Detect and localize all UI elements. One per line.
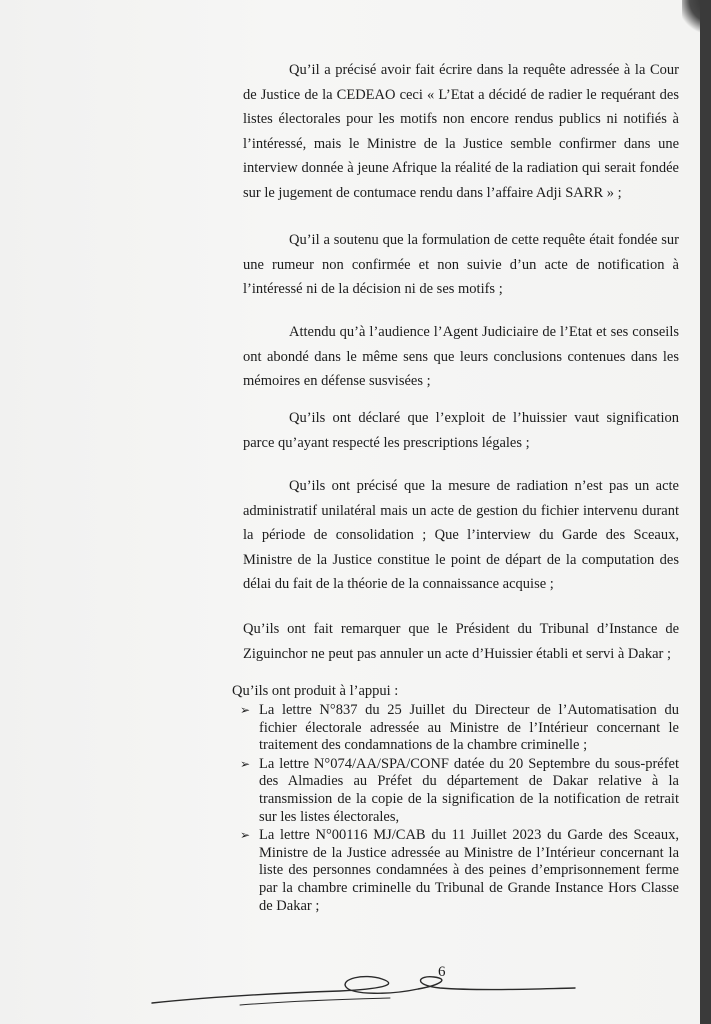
arrow-bullet-icon: ➢ [240,828,251,843]
signature-underline [240,998,390,1005]
paragraph-rumor [243,228,679,302]
paragraph-audience [243,320,679,394]
paragraph-text: Qu’ils ont précisé que la mesure de radiation n’est pas un acte administratif unilatéral mais un acte de gestion du fichier intervenu durant la période de consolidation ; Que l’interview du Garde des Sceaux, Ministre de la Justice constitue le point de départ de la computation des délai du fait de la théorie de la connaissance acquise ; [243,478,679,592]
evidence-list [240,702,679,916]
list-item-text: La lettre N°00116 MJ/CAB du 11 Juillet 2023 du Garde des Sceaux, Ministre de la Justice adressée au Ministre de l’Intérieur concernant la liste des personnes condamnées à des peines d’emprisonnement ferme par la chambre criminelle du Tribunal de Grande Instance Hors Classe de Dakar ; [259,827,679,914]
list-item [240,827,679,915]
paragraph-produced [232,679,668,704]
list-item-text: La lettre N°074/AA/SPA/CONF datée du 20 Septembre du sous-préfet des Almadies au Préfet du département de Dakar relative à la transmission de la copie de la signification de la notification de retrait sur les listes électorales, [259,755,679,825]
paragraph-text: Qu’ils ont fait remarquer que le Président du Tribunal d’Instance de Ziguinchor ne peut pas annuler un acte d’Huissier établi et servi à Dakar ; [243,621,679,662]
paragraph-text: Qu’il a soutenu que la formulation de cette requête était fondée sur une rumeur non confirmée et non suivie d’un acte de notification à l’intéressé ni de la décision ni de ses motifs ; [243,232,679,297]
list-item [240,702,679,755]
list-item [240,755,679,826]
paragraph-huissier [243,406,679,455]
signature-icon [150,955,580,1015]
arrow-bullet-icon: ➢ [240,756,251,771]
page-number: 6 [438,964,446,980]
paragraph-cedeao-request [243,58,679,205]
paragraph-text: Qu’ils ont produit à l’appui : [232,683,399,699]
page-corner-shadow [682,0,700,40]
paragraph-president [243,617,679,666]
paragraph-text: Qu’ils ont déclaré que l’exploit de l’huissier vaut signification parce qu’ayant respecté les prescriptions légales ; [243,410,679,451]
paragraph-text: Attendu qu’à l’audience l’Agent Judiciaire de l’Etat et ses conseils ont abondé dans le même sens que leurs conclusions contenues dans les mémoires en défense susvisées ; [243,324,679,389]
arrow-bullet-icon: ➢ [240,703,251,717]
paragraph-text: Qu’il a précisé avoir fait écrire dans la requête adressée à la Cour de Justice de la CEDEAO ceci « L’Etat a décidé de radier le requérant des listes électorales pour les motifs non encore rendus publics ni notifiés à l’intéressé, mais le Ministre de la Justice semble confirmer dans une interview donnée à jeune Afrique la réalité de la radiation qui serait fondée sur le jugement de contumace rendu dans l’affaire Adji SARR » ; [243,62,679,201]
list-item-text: La lettre N°837 du 25 Juillet du Directeur de l’Automatisation du fichier électorale adressée au Ministre de l’Intérieur concernant le traitement des condamnations de la chambre criminelle ; [259,702,679,754]
paragraph-radiation [243,474,679,597]
